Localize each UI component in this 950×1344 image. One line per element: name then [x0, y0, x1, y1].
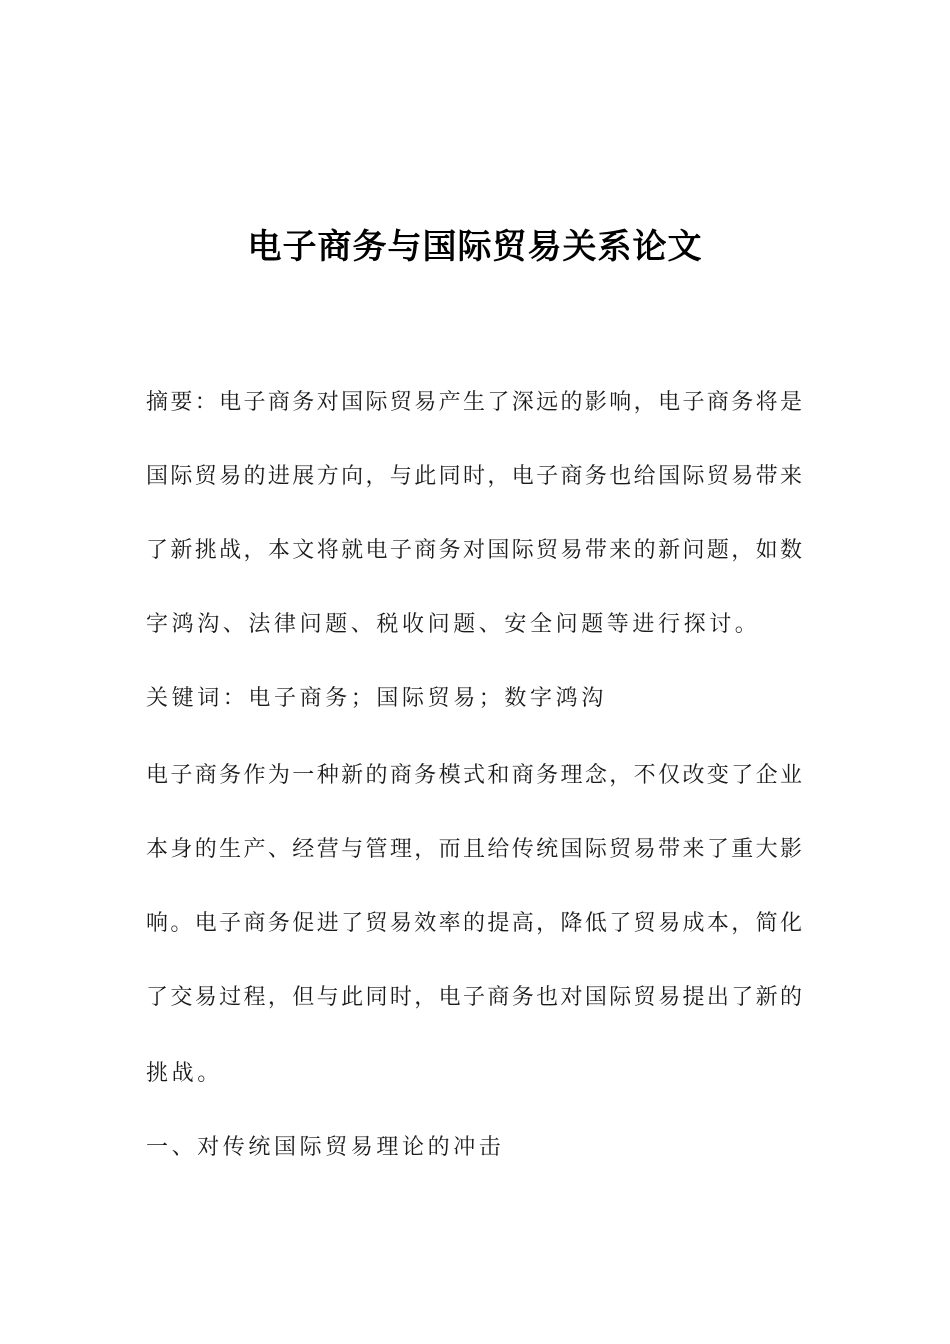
abstract-line-2: 国际贸易的进展方向，与此同时，电子商务也给国际贸易带来 — [146, 464, 802, 489]
intro-line-3: 响。电子商务促进了贸易效率的提高，降低了贸易成本，简化 — [146, 911, 802, 936]
abstract-line-3: 了新挑战，本文将就电子商务对国际贸易带来的新问题，如数 — [146, 538, 802, 563]
abstract-line-4: 字鸿沟、法律问题、税收问题、安全问题等进行探讨。 — [146, 612, 761, 637]
intro-line-2: 本身的生产、经营与管理，而且给传统国际贸易带来了重大影 — [146, 837, 802, 862]
intro-line-5: 挑战。 — [146, 1061, 223, 1086]
document-title: 电子商务与国际贸易关系论文 — [247, 227, 703, 267]
intro-line-4: 了交易过程，但与此同时，电子商务也对国际贸易提出了新的 — [146, 985, 802, 1010]
intro-line-1: 电子商务作为一种新的商务模式和商务理念，不仅改变了企业 — [146, 763, 802, 788]
abstract-line-1: 摘要：电子商务对国际贸易产生了深远的影响，电子商务将是 — [146, 390, 802, 415]
section-heading: 一、对传统国际贸易理论的冲击 — [146, 1135, 505, 1160]
keywords-line: 关键词：电子商务；国际贸易；数字鸿沟 — [146, 686, 607, 711]
